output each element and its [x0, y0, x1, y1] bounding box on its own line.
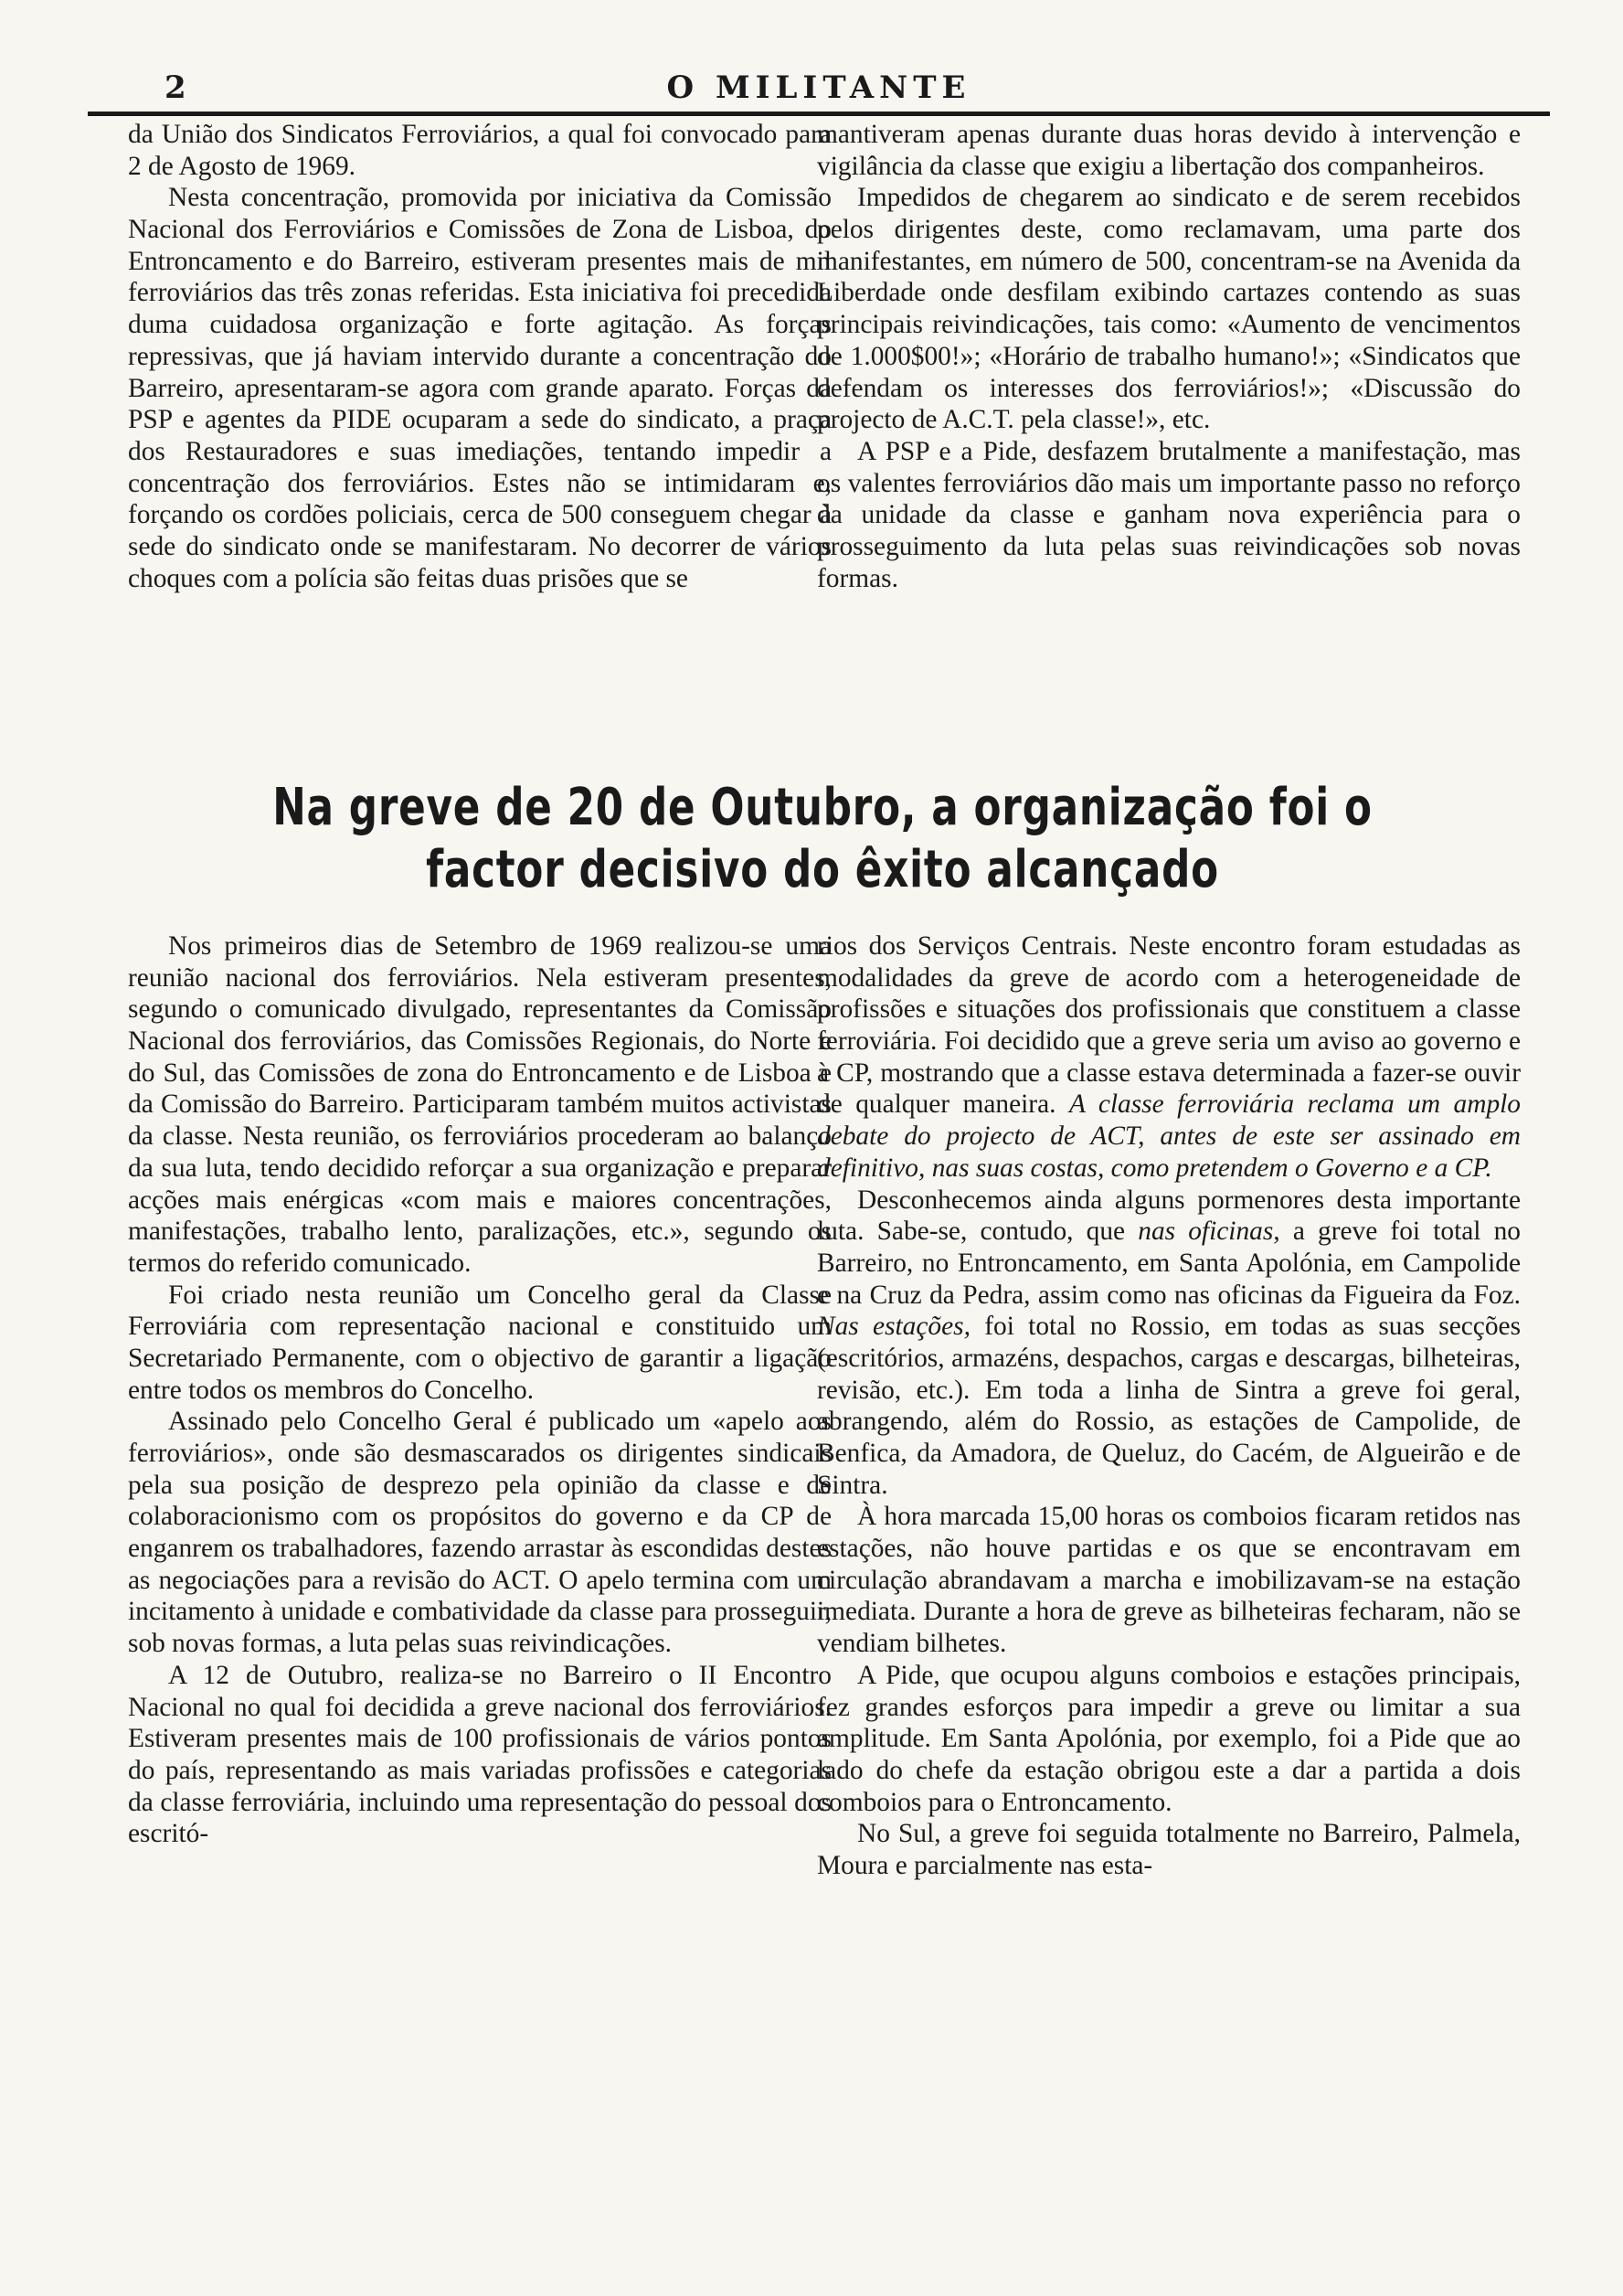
headline-line-2: factor decisivo do êxito alcançado — [426, 840, 1219, 900]
italic-text: Nas estações, — [817, 1312, 971, 1342]
paragraph: A 12 de Outubro, realiza-se no Barreiro o II Encontro Nacional no qual foi decidida a greve nacional dos ferroviários. Estiveram presentes mais de 100 profissionais de vários pontos do país, representando as mais variadas profissões e categorias da classe ferroviária, incluindo uma representação do pessoal dos escritó- — [128, 1660, 832, 1849]
headline-line-1: Na greve de 20 de Outubro, a organização foi o — [272, 778, 1373, 837]
paragraph: Nesta concentração, promovida por iniciativa da Comissão Nacional dos Ferroviários e Comissões de Zona de Lisboa, do Entroncamento e do Barreiro, estiveram presentes mais de mil ferroviários das três zonas referidas. Esta iniciativa foi precedida duma cuidadosa organização e forte agitação. As forças repressivas, que já haviam intervido durante a concentração do Barreiro, apresentaram-se agora com grande aparato. Forças da PSP e agentes da PIDE ocuparam a sede do sindicato, a praça dos Restauradores e suas imediações, tentando impedir a concentração dos ferroviários. Estes não se intimidaram e, forçando os cordões policiais, cerca de 500 conseguem chegar à sede do sindicato onde se manifestaram. No decorrer de vários choques com a polícia são feitas duas prisões que se — [128, 183, 832, 593]
italic-text: nas oficinas, — [1138, 1217, 1280, 1247]
text-run: Desconhecemos ainda alguns pormenores desta importante luta. Sabe-se, contudo, que — [817, 1185, 1521, 1247]
text-run: rios dos Serviços Centrais. Neste encontro foram estudadas as modalidades da greve de acordo com a heterogeneidade de profissões e situações dos profissionais que constituem a classe ferroviária. Foi decidido que a greve seria um aviso ao governo e à CP, mostrando que a classe estava determinada a fazer-se ouvir de qualquer maneira. — [817, 931, 1521, 1120]
page-header — [88, 69, 1550, 110]
italic-text: A classe ferroviária reclama um amplo debate do projecto de ACT, antes de este ser assinado em definitivo, nas suas costas, como pretendem o Governo e a CP. — [817, 1090, 1521, 1183]
column-bottom-left — [128, 930, 832, 1850]
paragraph: Nos primeiros dias de Setembro de 1969 realizou-se uma reunião nacional dos ferroviários. Nela estiveram presentes, segundo o comunicado divulgado, representantes da Comissão Nacional dos ferroviários, das Comissões Regionais, do Norte e do Sul, das Comissões de zona do Entroncamento e de Lisboa e da Comissão do Barreiro. Participaram também muitos activistas da classe. Nesta reunião, os ferroviários procederam ao balanço da sua luta, tendo decidido reforçar a sua organização e preparar acções mais enérgicas «com mais e maiores concentrações, manifestações, trabalho lento, paralizações, etc.», segundo os termos do referido comunicado. — [128, 931, 832, 1278]
masthead-title: O MILITANTE — [666, 69, 971, 106]
paragraph: A Pide, que ocupou alguns comboios e estações principais, fez grandes esforços para impedir a greve ou limitar a sua amplitude. Em Santa Apolónia, por exemplo, foi a Pide que ao lado do chefe da estação obrigou este a dar a partida a dois comboios para o Entroncamento. — [817, 1660, 1521, 1817]
column-top-left — [128, 119, 832, 594]
paragraph: À hora marcada 15,00 horas os comboios ficaram retidos nas estações, não houve partidas e os que se encontravam em circulação abrandavam a marcha e imobilizavam-se na estação imediata. Durante a hora de greve as bilheteiras fecharam, não se vendiam bilhetes. — [817, 1502, 1521, 1659]
paragraph: Assinado pelo Concelho Geral é publicado um «apelo aos ferroviários», onde são desmascarados os dirigentes sindicais pela sua posição de desprezo pela opinião da classe e de colaboracionismo com os propósitos do governo e da CP de enganrem os trabalhadores, fazendo arrastar às escondidas destes as negociações para a revisão do ACT. O apelo termina com um incitamento à unidade e combatividade da classe para prosseguir, sob novas formas, a luta pelas suas reivindicações. — [128, 1407, 832, 1659]
text-run: foi total no Rossio, em todas as suas secções (escritórios, armazéns, despachos, cargas e descargas, bilheteiras, revisão, etc.). Em toda a linha de Sintra a greve foi geral, abrangendo, além do Rossio, as estações de Campolide, de Benfica, da Amadora, de Queluz, do Cacém, de Algueirão e de Sintra. — [817, 1312, 1522, 1500]
text-run: a greve foi total no Barreiro, no Entroncamento, em Santa Apolónia, em Campolide e na Cruz da Pedra, assim como nas oficinas da Figueira da Foz. — [817, 1217, 1521, 1310]
paragraph: No Sul, a greve foi seguida totalmente no Barreiro, Palmela, Moura e parcialmente nas esta- — [817, 1819, 1521, 1880]
paragraph: mantiveram apenas durante duas horas devido à intervenção e vigilância da classe que exigiu a libertação dos companheiros. — [817, 120, 1521, 181]
paragraph — [817, 930, 1521, 1185]
paragraph: Foi criado nesta reunião um Concelho geral da Classe Ferroviária com representação nacional e constituido um Secretariado Permanente, com o objectivo de garantir a ligação entre todos os membros do Concelho. — [128, 1280, 832, 1405]
article-headline — [267, 777, 1379, 902]
column-top-right — [817, 119, 1521, 594]
paragraph: A PSP e a Pide, desfazem brutalmente a manifestação, mas os valentes ferroviários dão mais um importante passo no reforço da unidade da classe e ganham nova experiência para o prosseguimento da luta pelas suas reivindicações sob novas formas. — [817, 436, 1521, 593]
paragraph: da União dos Sindicatos Ferroviários, a qual foi convocado para 2 de Agosto de 1969. — [128, 120, 832, 181]
paragraph: Impedidos de chegarem ao sindicato e de serem recebidos pelos dirigentes deste, como reclamavam, uma parte dos manifestantes, em número de 500, concentram-se na Avenida da Liberdade onde desfilam exibindo cartazes contendo as suas principais reivindicações, tais como: «Aumento de vencimentos de 1.000$00!»; «Horário de trabalho humano!»; «Sindicatos que defendam os interesses dos ferroviários!»; «Discussão do projecto de A.C.T. pela classe!», etc. — [817, 183, 1521, 435]
page-number: 2 — [164, 69, 188, 106]
paragraph — [817, 1185, 1521, 1502]
header-rule — [88, 112, 1550, 116]
column-bottom-right — [817, 930, 1521, 1882]
